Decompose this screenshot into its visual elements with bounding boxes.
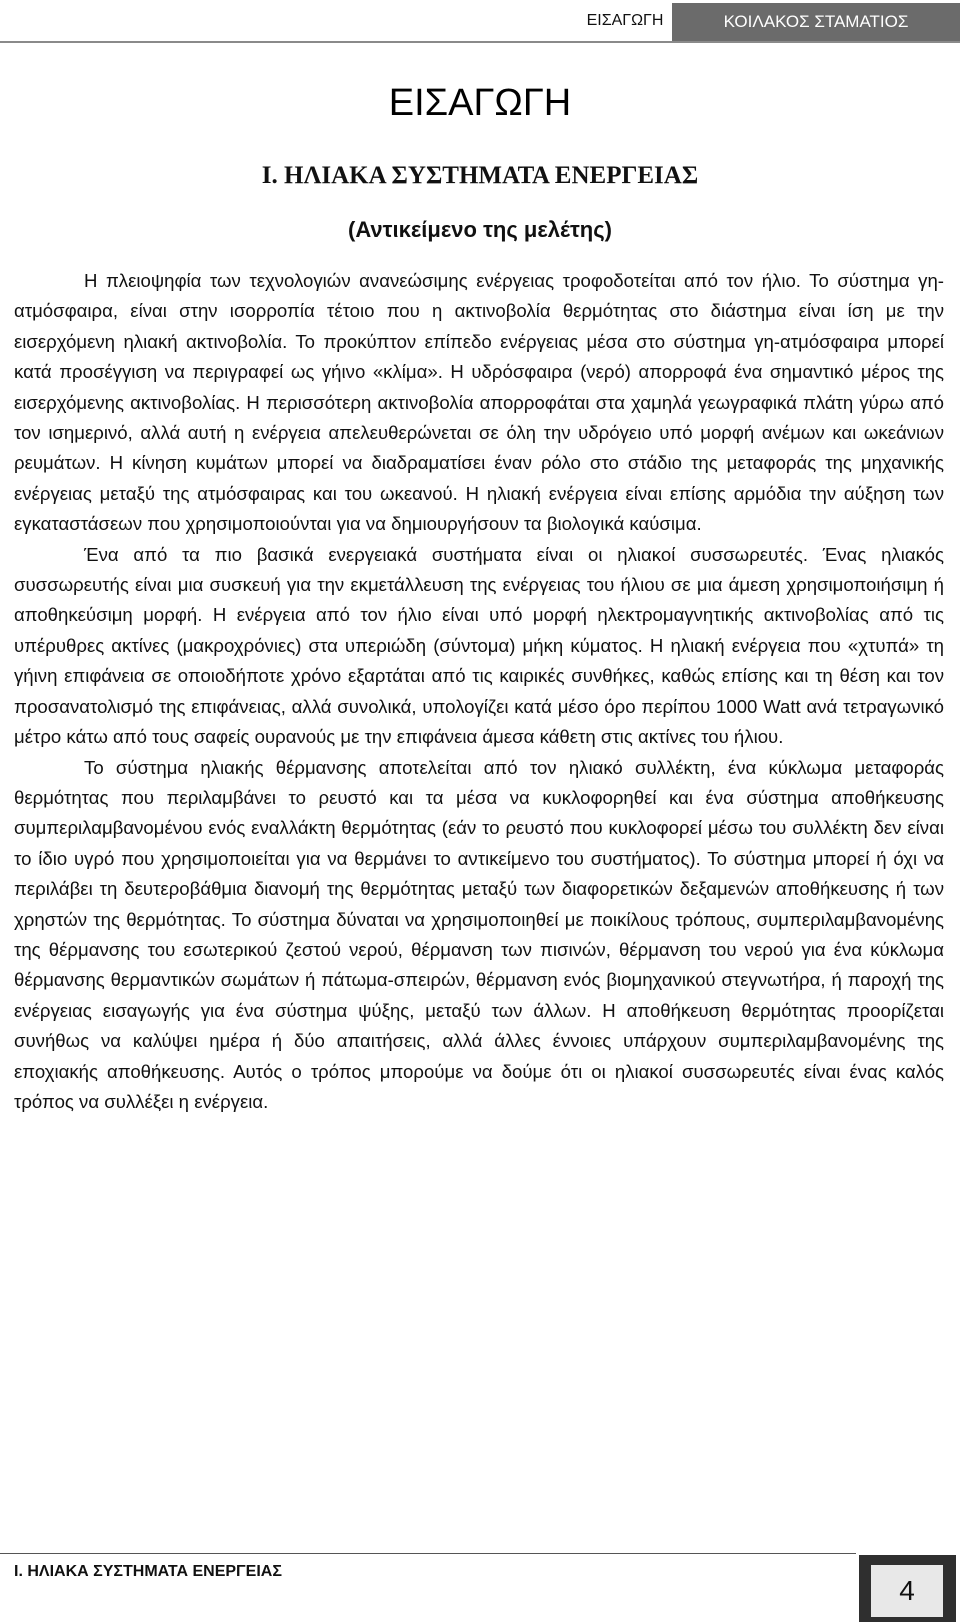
paragraph: Το σύστημα ηλιακής θέρμανσης αποτελείται από τον ηλιακό συλλέκτη, ένα κύκλωμα μεταφοράς θερμότητας που περιλαμβάνει το ρευστό και τα μέσα να κυκλοφορηθεί και ένα σύστημα αποθήκευσης συμπεριλαμβανομένου ενός εναλλάκτη θερμότητας (εάν το ρευστό που κυκλοφορεί μέσω του συλλέκτη δεν είναι το ίδιο υγρό που χρησιμοποιείται για να θερμάνει το αντικείμενο του συστήματος). Το σύστημα μπορεί ή όχι να περιλάβει τη δευτεροβάθμια διανομή της θερμότητας μεταξύ των διαφορετικών δεξαμενών αποθήκευσης ή των χρηστών της θερμότητας. Το σύστημα δύναται να χρησιμοποιηθεί με ποικίλους τρόπους, συμπεριλαμβανομένης της θέρμανσης του εσωτερικού ζεστού νερού, θέρμανση των πισινών, θέρμανση του νερού για ένα κύκλωμα θέρμανσης θερμαντικών σωμάτων ή πάτωμα-σπειρών, θέρμανση ενός βιομηχανικού στεγνωτήρα, ή παροχή της ενέργειας εισαγωγής για ένα σύστημα ψύξης, μεταξύ των άλλων. Η αποθήκευση θερμότητας προορίζεται συνήθως να καλύψει ημέρα ή δύο απαιτήσεις, αλλά άλλες έννοιες υπάρχουν συμπεριλαμβανομένης της εποχιακής αποθήκευσης. Αυτός ο τρόπος μπορούμε να δούμε ότι οι ηλιακοί συσσωρευτές είναι ένας καλός τρόπος να συλλέξει η ενέργεια. — [14, 756, 944, 1112]
header-section-label: ΕΙΣΑΓΩΓΗ — [586, 12, 664, 29]
chapter-title: I. ΗΛΙΑΚΑ ΣΥΣΤΗΜΑΤΑ ΕΝΕΡΓΕΙΑΣ — [261, 162, 699, 189]
section-title: (Αντικείμενο της μελέτης) — [348, 217, 612, 242]
page-title: ΕΙΣΑΓΩΓΗ — [388, 82, 572, 124]
header-divider — [0, 41, 960, 43]
page-number-box — [859, 1555, 956, 1622]
body-text — [14, 266, 944, 1117]
footer-chapter-label: I. ΗΛΙΑΚΑ ΣΥΣΤΗΜΑΤΑ ΕΝΕΡΓΕΙΑΣ — [14, 1563, 282, 1580]
header-author-badge: ΚΟΙΛΑΚΟΣ ΣΤΑΜΑΤΙΟΣ — [672, 3, 960, 41]
paragraph: Η πλειοψηφία των τεχνολογιών ανανεώσιμης ενέργειας τροφοδοτείται από τον ήλιο. Το σύστημα γη-ατμόσφαιρα, είναι στην ισορροπία τέτοιο που η ακτινοβολία θερμότητας στο διάστημα είναι ίση με την εισερχόμενη ηλιακή ακτινοβολία. Το προκύπτον επίπεδο ενέργειας μέσα στο σύστημα γη-ατμόσφαιρα μπορεί κατά προσέγγιση να περιγραφεί ως γήινο «κλίμα». Η υδρόσφαιρα (νερό) απορροφά ένα σημαντικό μέρος της εισερχόμενης ακτινοβολίας. Η περισσότερη ακτινοβολία απορροφάται στα χαμηλά γεωγραφικά πλάτη γύρω από τον ισημερινό, αλλά αυτή η ενέργεια απελευθερώνεται σε όλη την υδρόγειο υπό μορφή ανέμων και ωκεάνιων ρευμάτων. Η κίνηση κυμάτων μπορεί να διαδραματίσει έναν ρόλο στο στάδιο της μεταφοράς της μηχανικής ενέργειας μεταξύ της ατμόσφαιρας και του ωκεανού. Η ηλιακή ενέργεια είναι επίσης αρμόδια την αύξηση των εγκαταστάσεων που χρησιμοποιούνται για να δημιουργήσουν τα βιολογικά καύσιμα. — [14, 270, 944, 535]
page-number: 4 — [871, 1565, 943, 1617]
footer-divider — [0, 1553, 856, 1554]
paragraph: Ένα από τα πιο βασικά ενεργειακά συστήματα είναι οι ηλιακοί συσσωρευτές. Ένας ηλιακός συσσωρευτής είναι μια συσκευή για την εκμετάλλευση της ενέργειας του ήλιου σε μια άμεση χρησιμοποιήσιμη ή αποθηκεύσιμη μορφή. Η ενέργεια από τον ήλιο είναι υπό μορφή ηλεκτρομαγνητικής ακτινοβολίας από τις υπέρυθρες ακτίνες (μακροχρόνιες) στα υπεριώδη (σύντομα) μήκη κύματος. Η ηλιακή ενέργεια που «χτυπά» τη γήινη επιφάνεια σε οποιοδήποτε χρόνο εξαρτάται από τις καιρικές συνθήκες, καθώς επίσης και τη θέση και τον προσανατολισμό της επιφάνειας, αλλά συνολικά, υπολογίζει κατά μέσο όρο περίπου 1000 Watt ανά τετραγωνικό μέτρο κάτω από τους σαφείς ουρανούς με την επιφάνεια άμεσα κάθετη στις ακτίνες του ήλιου. — [14, 543, 944, 748]
